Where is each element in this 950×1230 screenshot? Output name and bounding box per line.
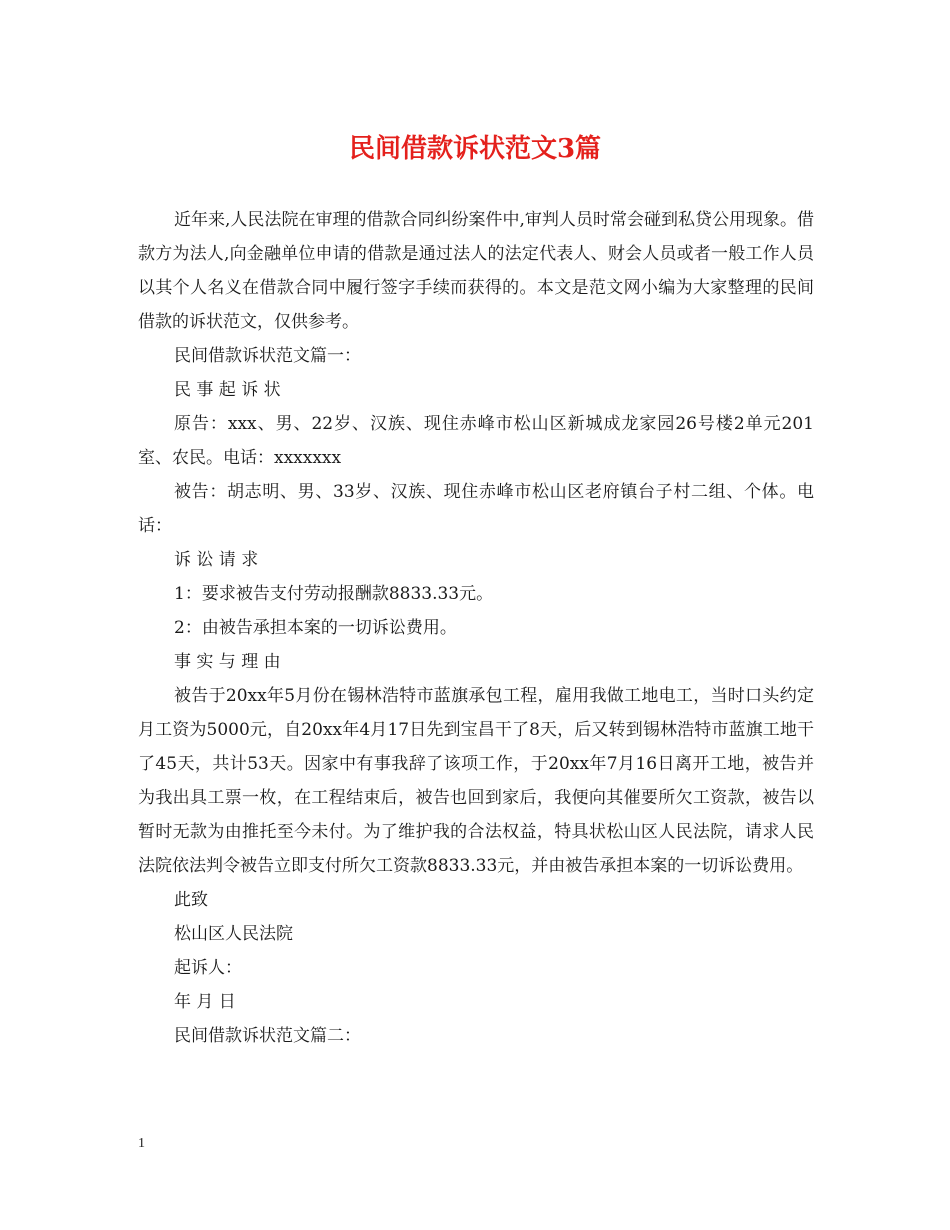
intro-paragraph: 近年来,人民法院在审理的借款合同纠纷案件中,审判人员时常会碰到私贷公用现象。借款方为法人,向金融单位申请的借款是通过法人的法定代表人、财会人员或者一般工作人员以其个人名义在借款合同中履行签字手续而获得的。本文是范文网小编为大家整理的民间借款的诉状范文，仅供参考。	[138, 210, 814, 332]
facts-paragraph: 被告于20xx年5月份在锡林浩特市蓝旗承包工程，雇用我做工地电工，当时口头约定月工资为5000元，自20xx年4月17日先到宝昌干了8天，后又转到锡林浩特市蓝旗工地干了45天，共计53天。因家中有事我辞了该项工作，于20xx年7月16日离开工地，被告并为我出具工票一枚，在工程结束后，被告也回到家后，我便向其催要所欠工资款，被告以暂时无款为由推托至今未付。为了维护我的合法权益，特具状松山区人民法院，请求人民法院依法判令被告立即支付所欠工资款8833.33元，并由被告承担本案的一切诉讼费用。	[138, 686, 814, 876]
complaint-heading: 民 事 起 诉 状	[174, 380, 281, 400]
plaintiff-signature-label: 起诉人：	[174, 958, 242, 978]
page-number: 1	[138, 1136, 145, 1151]
court-name: 松山区人民法院	[174, 924, 293, 944]
defendant-paragraph: 被告：胡志明、男、33岁、汉族、现住赤峰市松山区老府镇台子村二组、个体。电话：	[138, 482, 814, 536]
claim-item-2: 2：由被告承担本案的一切诉讼费用。	[174, 618, 457, 638]
date-line: 年 月 日	[174, 992, 236, 1012]
document-body	[138, 203, 814, 1053]
document-title: 民间借款诉状范文3篇	[348, 134, 602, 164]
section-heading-two: 民间借款诉状范文篇二：	[174, 1026, 361, 1046]
plaintiff-paragraph: 原告：xxx、男、22岁、汉族、现住赤峰市松山区新城成龙家园26号楼2单元201室、农民。电话：xxxxxxx	[138, 414, 814, 468]
section-heading-one: 民间借款诉状范文篇一：	[174, 346, 361, 366]
salutation: 此致	[174, 890, 208, 910]
facts-heading: 事 实 与 理 由	[174, 652, 281, 672]
claims-heading: 诉 讼 请 求	[174, 550, 259, 570]
claim-item-1: 1：要求被告支付劳动报酬款8833.33元。	[174, 584, 494, 604]
